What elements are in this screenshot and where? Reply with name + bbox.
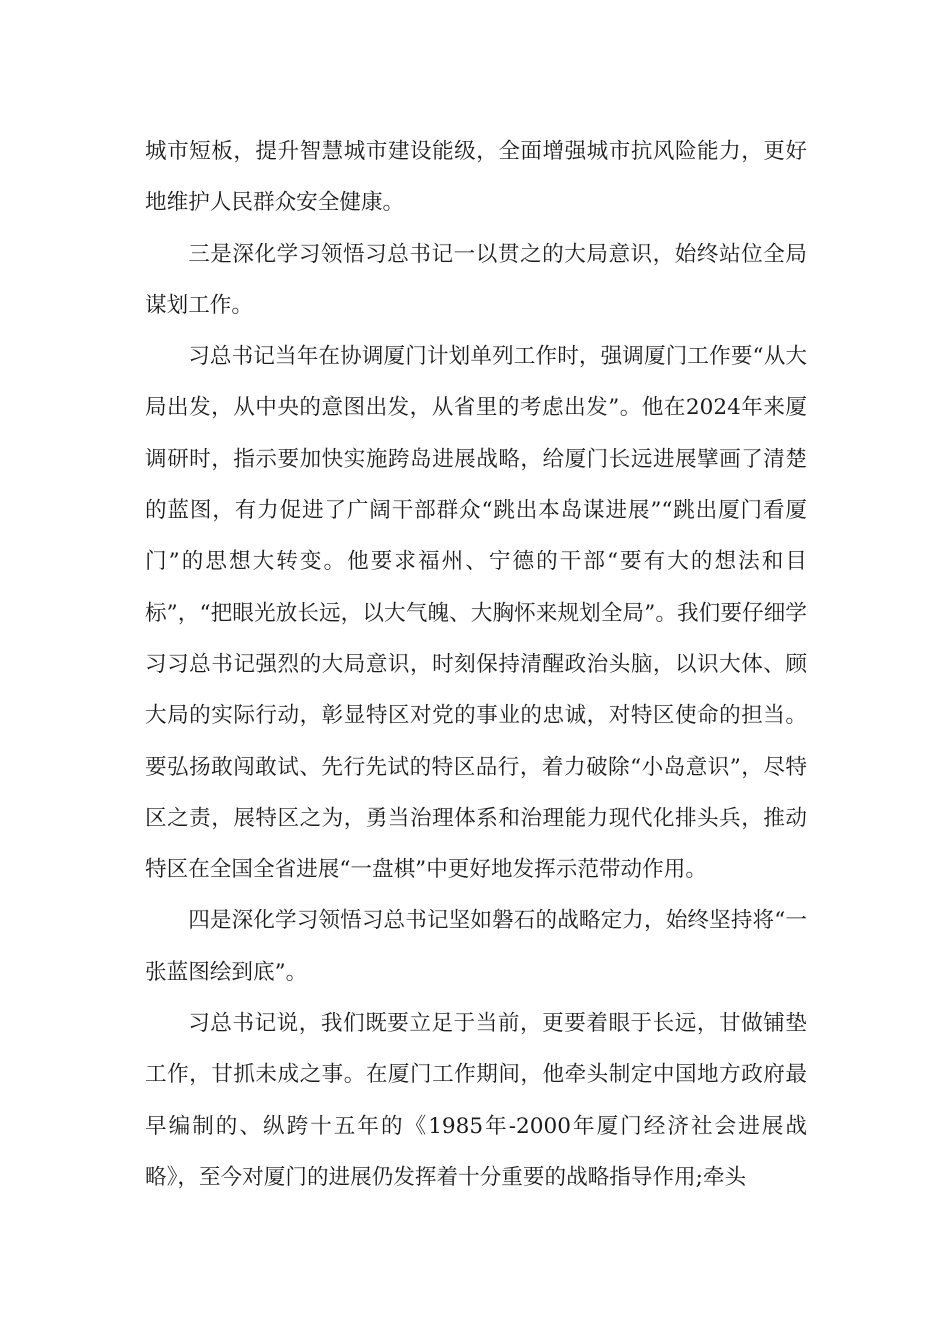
document-body bbox=[145, 126, 807, 1203]
paragraph-heading-four: 四是深化学习领悟习总书记坚如磐石的战略定力，始终坚持将“一张蓝图绘到底”。 bbox=[145, 908, 807, 985]
paragraph-continued: 城市短板，提升智慧城市建设能级，全面增强城市抗风险能力，更好地维护人民群众安全健康。 bbox=[145, 139, 807, 216]
paragraph-body: 习总书记说，我们既要立足于当前，更要着眼于长远，甘做铺垫工作，甘抓未成之事。在厦门工作期间，他牵头制定中国地方政府最早编制的、纵跨十五年的《1985年-2000年厦门经济社会进展战略》，至今对厦门的进展仍发挥着十分重要的战略指导作用;牵头 bbox=[145, 1011, 807, 1190]
paragraph-body: 习总书记当年在协调厦门计划单列工作时，强调厦门工作要“从大局出发，从中央的意图出发，从省里的考虑出发”。他在2024年来厦调研时，指示要加快实施跨岛进展战略，给厦门长远进展擘画了清楚的蓝图，有力促进了广阔干部群众“跳出本岛谋进展”“跳出厦门看厦门”的思想大转变。他要求福州、宁德的干部“要有大的想法和目标”，“把眼光放长远，以大气魄、大胸怀来规划全局”。我们要仔细学习习总书记强烈的大局意识，时刻保持清醒政治头脑，以识大体、顾大局的实际行动，彰显特区对党的事业的忠诚，对特区使命的担当。要弘扬敢闯敢试、先行先试的特区品行，着力破除“小岛意识”，尽特区之责，展特区之为，勇当治理体系和治理能力现代化排头兵，推动特区在全国全省进展“一盘棋”中更好地发挥示范带动作用。 bbox=[145, 344, 807, 883]
paragraph-heading-three: 三是深化学习领悟习总书记一以贯之的大局意识，始终站位全局谋划工作。 bbox=[145, 241, 807, 318]
